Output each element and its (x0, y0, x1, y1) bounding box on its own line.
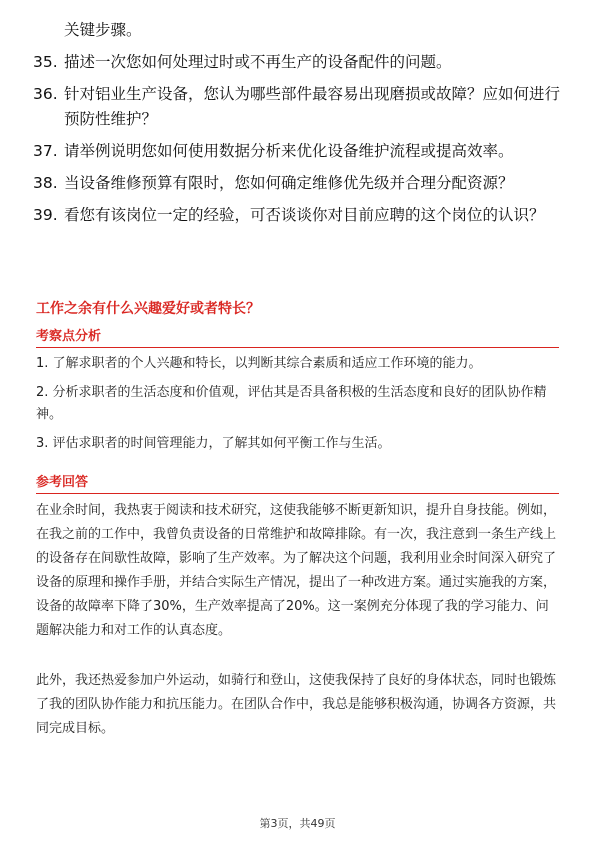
analysis-label: 考察点分析 (36, 329, 102, 344)
analysis-divider (36, 347, 559, 348)
question-text: 看您有该岗位一定的经验，可否谈谈你对目前应聘的这个岗位的认识？ (64, 206, 545, 224)
question-number: 35. (33, 53, 58, 71)
question-number: 37. (33, 142, 58, 160)
question-text: 请举例说明您如何使用数据分析来优化设备维护流程或提高效率。 (64, 142, 514, 160)
page-footer: 第3页，共49页 (259, 817, 336, 830)
question-text: 当设备维修预算有限时，您如何确定维修优先级并合理分配资源？ (64, 174, 514, 192)
question-item (33, 82, 563, 132)
question-number: 36. (33, 85, 58, 103)
question-text: 关键步骤。 (64, 21, 142, 39)
answer-divider (36, 493, 559, 494)
answer-label: 参考回答 (36, 475, 89, 490)
question-item (33, 18, 563, 43)
question-number: 38. (33, 174, 58, 192)
analysis-point: 3. 评估求职者的时间管理能力，了解其如何平衡工作与生活。 (36, 436, 391, 451)
question-number: 39. (33, 206, 58, 224)
answer-body (36, 499, 559, 741)
analysis-points (36, 353, 559, 462)
question-item (33, 50, 563, 75)
question-item (33, 203, 563, 228)
question-text: 针对铝业生产设备，您认为哪些部件最容易出现磨损或故障？应如何进行预防性维护？ (64, 85, 561, 128)
question-list (33, 18, 563, 235)
analysis-point: 1. 了解求职者的个人兴趣和特长，以判断其综合素质和适应工作环境的能力。 (36, 356, 482, 371)
question-item (33, 139, 563, 164)
answer-paragraph: 此外，我还热爱参加户外运动，如骑行和登山，这使我保持了良好的身体状态，同时也锻炼了我的团队协作能力和抗压能力。在团队合作中，我总是能够积极沟通，协调各方资源，共同完成目标。 (36, 673, 557, 736)
question-item (33, 171, 563, 196)
answer-paragraph: 在业余时间，我热衷于阅读和技术研究，这使我能够不断更新知识，提升自身技能。例如，在我之前的工作中，我曾负责设备的日常维护和故障排除。有一次，我注意到一条生产线上的设备存在间歇性故障，影响了生产效率。为了解决这个问题，我利用业余时间深入研究了设备的原理和操作手册，并结合实际生产情况，提出了一种改进方案。通过实施我的方案，设备的故障率下降了30%，生产效率提高了20%。这一案例充分体现了我的学习能力、问题解决能力和对工作的认真态度。 (36, 503, 557, 638)
question-text: 描述一次您如何处理过时或不再生产的设备配件的问题。 (64, 53, 452, 71)
analysis-point: 2. 分析求职者的生活态度和价值观，评估其是否具备积极的生活态度和良好的团队协作精神。 (36, 385, 547, 422)
section-heading: 工作之余有什么兴趣爱好或者特长？ (36, 301, 260, 317)
